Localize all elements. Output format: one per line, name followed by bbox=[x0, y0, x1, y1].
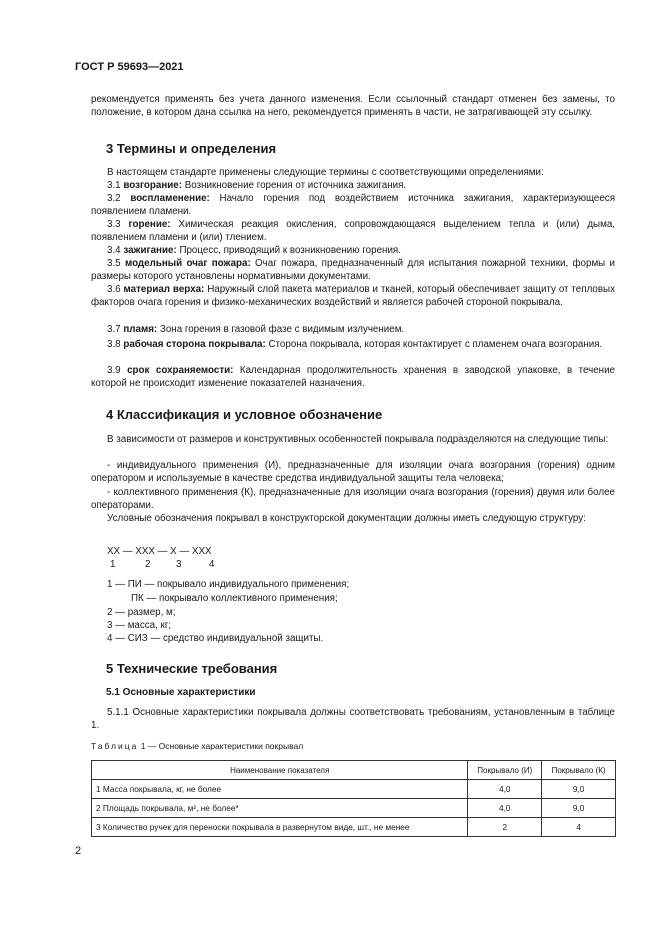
term-name: рабочая сторона покрывала: bbox=[123, 339, 266, 350]
section-4-paragraph: Условные обозначения покрывал в конструкторской документации должны иметь следующую структуру: bbox=[107, 513, 586, 524]
legend-item: 2 — размер, м; bbox=[107, 607, 176, 618]
section-4-paragraph: - индивидуального применения (И), предназначенные для изоляции очага возгорания (горения) одним оператором и используемые в качестве средства индивидуальной защиты тела человека; bbox=[91, 460, 615, 485]
term-number: 3.5 bbox=[107, 258, 121, 269]
term-item bbox=[91, 192, 615, 218]
term-item bbox=[91, 179, 615, 192]
legend-item: 4 — СИЗ — средство индивидуальной защиты. bbox=[107, 633, 324, 644]
term-definition: Начало горения под воздействием источника зажигания, характеризующееся появлением пламени. bbox=[91, 193, 615, 218]
term-item bbox=[91, 218, 615, 244]
term-name: пламя: bbox=[123, 324, 158, 335]
section-4-title: 4 Классификация и условное обозначение bbox=[106, 407, 383, 422]
table-row bbox=[92, 780, 616, 799]
section-5-paragraph: 5.1.1 Основные характеристики покрывала должны соответствовать требованиям, установленным в таблице 1. bbox=[91, 707, 615, 732]
term-number: 3.3 bbox=[107, 219, 121, 230]
legend-item: ПК — покрывало коллективного применения; bbox=[131, 593, 338, 604]
table-cell: 4,0 bbox=[468, 799, 542, 818]
term-item bbox=[91, 244, 615, 257]
code-number: 2 bbox=[145, 559, 151, 570]
term-name: материал верха: bbox=[123, 284, 205, 295]
table-cell: 2 Площадь покрывала, м², не более* bbox=[92, 799, 468, 818]
term-name: горение: bbox=[128, 219, 171, 230]
legend-item: 3 — масса, кг; bbox=[107, 620, 172, 631]
term-name: модельный очаг пожара: bbox=[124, 258, 251, 269]
table-cell: 9,0 bbox=[542, 799, 616, 818]
term-definition: Наружный слой пакета материалов и тканей, который обеспечивает защиту от тепловых факторов очага горения и физико-механических воздействий и является рабочей стороной покрывала. bbox=[91, 284, 615, 309]
code-number: 4 bbox=[209, 559, 215, 570]
table-header: Покрывало (И) bbox=[468, 761, 542, 780]
term-number: 3.1 bbox=[107, 180, 121, 191]
section-4-paragraph: - коллективного применения (К), предназначенные для изоляции очага возгорания (горения) двумя или более операторами. bbox=[91, 487, 615, 512]
term-definition: Химическая реакция окисления, сопровождающаяся выделением тепла и (или) дыма, появлением пламени и (или) тлением. bbox=[91, 219, 615, 244]
section-4-paragraph: В зависимости от размеров и конструктивных особенностей покрывала подразделяются на следующие типы: bbox=[107, 434, 609, 445]
table-caption-word: Таблица bbox=[91, 741, 139, 751]
table-header: Наименование показателя bbox=[92, 761, 468, 780]
section-3-title: 3 Термины и определения bbox=[106, 141, 277, 156]
term-number: 3.7 bbox=[107, 324, 121, 335]
term-definition: Сторона покрывала, которая контактирует с пламенем очага возгорания. bbox=[268, 339, 603, 350]
table-cell: 4,0 bbox=[468, 780, 542, 799]
section-3-lead: В настоящем стандарте применены следующие термины с соответствующими определениями: bbox=[107, 167, 544, 178]
term-item bbox=[91, 257, 615, 283]
code-number: 1 bbox=[110, 559, 116, 570]
code-number: 3 bbox=[176, 559, 182, 570]
term-name: воспламенение: bbox=[130, 193, 210, 204]
table-caption-text: 1 — Основные характеристики покрывал bbox=[138, 741, 304, 751]
table-cell: 4 bbox=[542, 818, 616, 837]
term-number: 3.4 bbox=[107, 245, 121, 256]
table-row bbox=[92, 818, 616, 837]
term-number: 3.8 bbox=[107, 339, 121, 350]
term-item bbox=[91, 338, 615, 351]
term-item bbox=[91, 283, 615, 309]
table-cell: 9,0 bbox=[542, 780, 616, 799]
term-definition: Процесс, приводящий к возникновению горения. bbox=[179, 245, 401, 256]
term-name: возгорание: bbox=[123, 180, 182, 191]
table-cell: 1 Масса покрывала, кг, не более bbox=[92, 780, 468, 799]
legend-item: 1 — ПИ — покрывало индивидуального применения; bbox=[107, 579, 350, 590]
table-caption bbox=[91, 741, 303, 751]
document-header: ГОСТ Р 59693—2021 bbox=[75, 61, 184, 73]
term-number: 3.6 bbox=[107, 284, 121, 295]
term-name: срок сохраняемости: bbox=[127, 365, 234, 376]
term-item bbox=[91, 323, 615, 336]
term-definition: Возникновение горения от источника зажигания. bbox=[184, 180, 407, 191]
term-item bbox=[91, 364, 615, 390]
section-5-title: 5 Технические требования bbox=[106, 661, 278, 676]
term-definition: Календарная продолжительность хранения в заводской упаковке, в течение которой не происходит изменение показателей назначения. bbox=[91, 365, 616, 390]
table-row bbox=[92, 799, 616, 818]
subsection-5-1-title: 5.1 Основные характеристики bbox=[106, 687, 256, 698]
page-number: 2 bbox=[75, 845, 82, 857]
term-definition: Очаг пожара, предназначенный для испытания пожарной техники, формы и размеры которого установлены нормативными документами. bbox=[91, 258, 616, 283]
table-header: Покрывало (К) bbox=[542, 761, 616, 780]
term-name: зажигание: bbox=[123, 245, 177, 256]
term-definition: Зона горения в газовой фазе с видимым излучением. bbox=[159, 324, 405, 335]
table-header-row bbox=[92, 761, 616, 780]
term-number: 3.2 bbox=[107, 193, 121, 204]
table-cell: 2 bbox=[468, 818, 542, 837]
term-number: 3.9 bbox=[107, 365, 121, 376]
characteristics-table bbox=[91, 760, 616, 837]
table-cell: 3 Количество ручек для переноски покрывала в развернутом виде, шт., не менее bbox=[92, 818, 468, 837]
designation-code: ХХ — ХХХ — Х — ХХХ bbox=[107, 546, 212, 557]
intro-paragraph: рекомендуется применять без учета данного изменения. Если ссылочный стандарт отменен без замены, то положение, в котором дана ссылка на него, рекомендуется применять в части, не затрагивающей эту ссылку. bbox=[91, 94, 615, 119]
